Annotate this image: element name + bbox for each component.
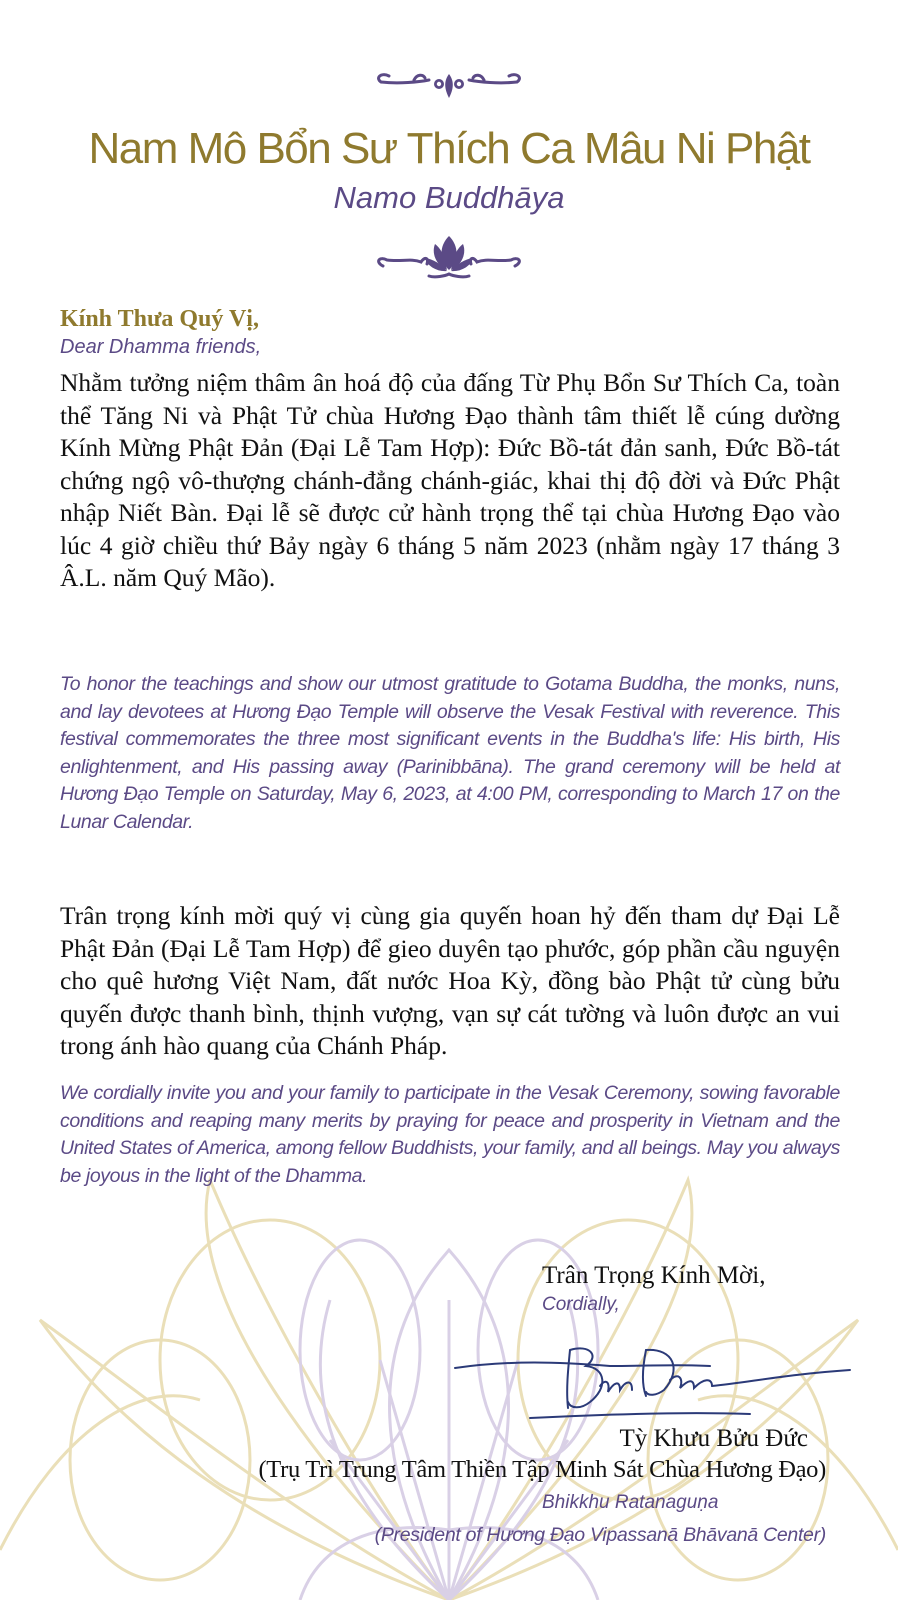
closing-english: Cordially,: [542, 1294, 620, 1315]
signer-title-vietnamese: (Trụ Trì Trung Tâm Thiền Tập Minh Sát Chùa Hương Đạo): [258, 1456, 826, 1483]
paragraph-invitation-vietnamese: Nhằm tưởng niệm thâm ân hoá độ của đấng Từ Phụ Bổn Sư Thích Ca, toàn thể Tăng Ni và Phật Tử chùa Hương Đạo thành tâm thiết lễ cúng dường Kính Mừng Phật Đản (Đại Lễ Tam Hợp): Đức Bồ-tát đản sanh, Đức Bồ-tát chứng ngộ vô-thượng chánh-đẳng chánh-giác, khai thị độ đời và Đức Phật nhập Niết Bàn. Đại lễ sẽ được cử hành trọng thể tại chùa Hương Đạo vào lúc 4 giờ chiều thứ Bảy ngày 6 tháng 5 năm 2023 (nhằm ngày 17 tháng 3 Â.L. năm Quý Mão).: [60, 368, 840, 592]
paragraph-blessing-english: We cordially invite you and your family to participate in the Vesak Ceremony, sowing favorable conditions and reaping many merits by praying for peace and prosperity in Vietnam and the United States of America, among fellow Buddhists, your family, and all beings. May you always be joyous in the light of the Dhamma.: [60, 1082, 840, 1187]
closing-vietnamese: Trân Trọng Kính Mời,: [542, 1262, 766, 1289]
signature-mark: [450, 1330, 870, 1430]
signer-name-vietnamese: Tỳ Khưu Bửu Đức: [619, 1425, 808, 1452]
lotus-flourish-icon: [369, 232, 529, 282]
page-subtitle: Namo Buddhāya: [333, 180, 565, 215]
scroll-flourish-icon: [369, 62, 529, 102]
signer-name-english: Bhikkhu Ratanaguṇa: [542, 1492, 719, 1513]
greeting-vietnamese: Kính Thưa Quý Vị,: [60, 306, 259, 332]
paragraph-invitation-english: To honor the teachings and show our utmost gratitude to Gotama Buddha, the monks, nuns, and lay devotees at Hương Đạo Temple will observe the Vesak Festival with reverence. This festival commemorates the three most significant events in the Buddha's life: His birth, His enlightenment, and His passing away (Parinibbāna). The grand ceremony will be held at Hương Đạo Temple on Saturday, May 6, 2023, at 4:00 PM, corresponding to March 17 on the Lunar Calendar.: [60, 673, 840, 833]
paragraph-blessing-vietnamese: Trân trọng kính mời quý vị cùng gia quyến hoan hỷ đến tham dự Đại Lễ Phật Đản (Đại Lễ Tam Hợp) để gieo duyên tạo phước, góp phần cầu nguyện cho quê hương Việt Nam, đất nước Hoa Kỳ, đồng bào Phật tử cùng bửu quyến được thanh bình, thịnh vượng, vạn sự cát tường và luôn được an vui trong ánh hào quang của Chánh Pháp.: [60, 901, 840, 1060]
signer-title-english: (President of Hương Đạo Vipassanā Bhāvanā Center): [374, 1524, 826, 1546]
greeting-english: Dear Dhamma friends,: [60, 336, 262, 358]
page-title: Nam Mô Bổn Sư Thích Ca Mâu Ni Phật: [88, 124, 810, 173]
